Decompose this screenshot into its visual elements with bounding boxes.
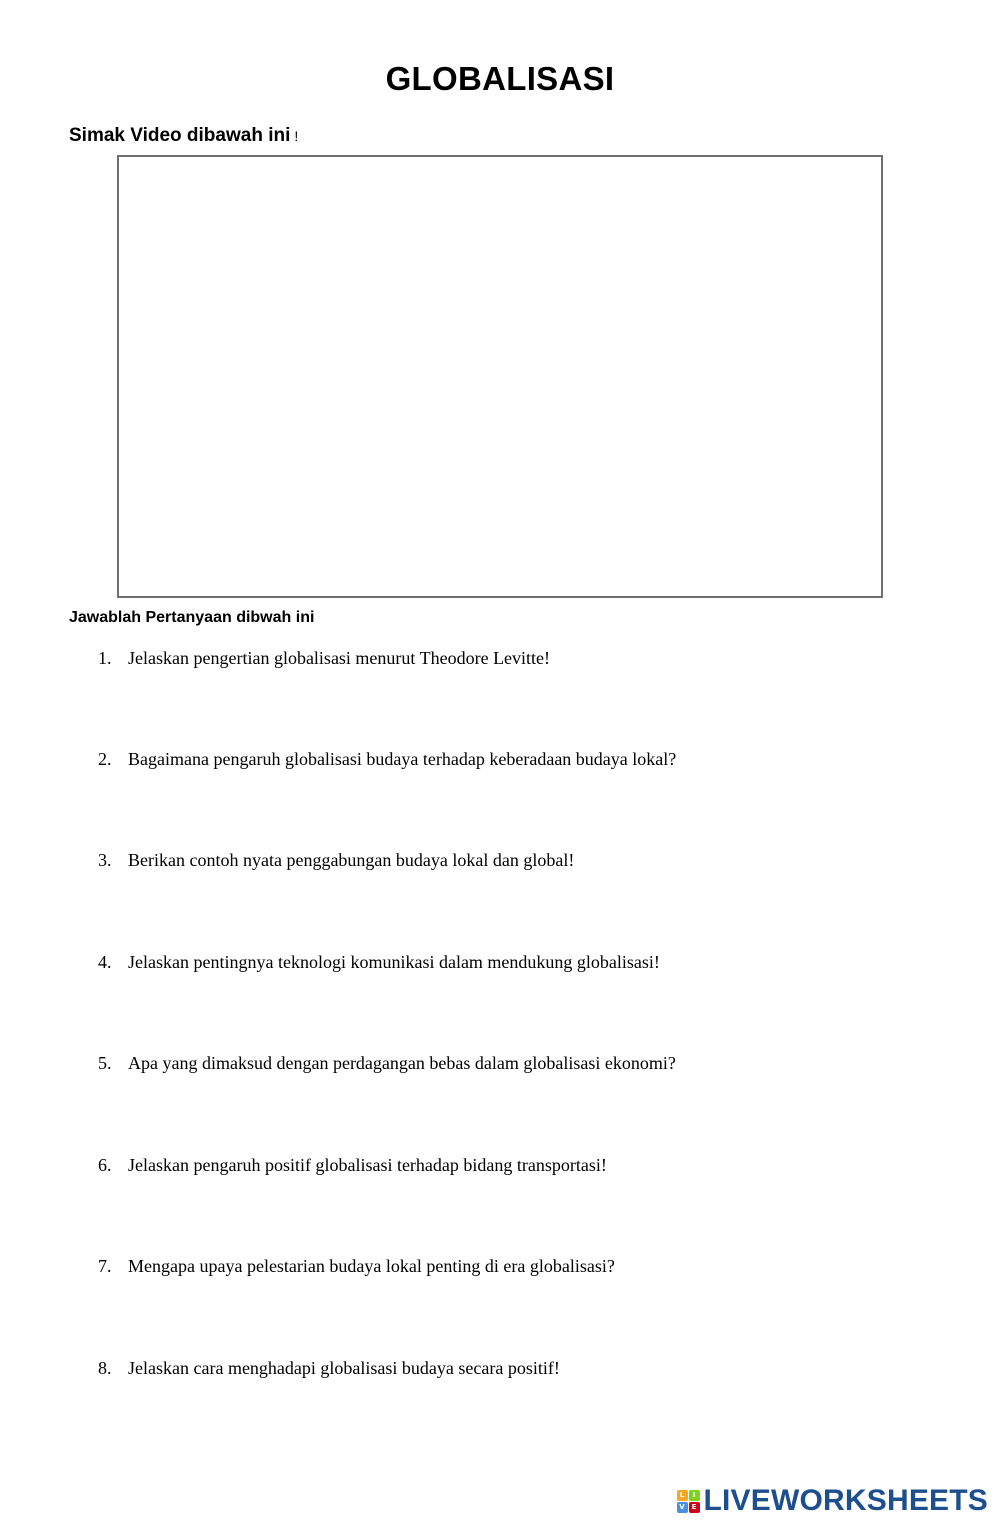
brand-wordmark: LIVEWORKSHEETS [703,1484,988,1517]
question-item [98,748,918,770]
question-text: Jelaskan pengaruh positif globalisasi terhadap bidang transportasi! [128,1155,607,1175]
liveworksheets-brand[interactable] [677,1484,989,1518]
video-instruction [69,125,298,147]
question-item [98,1357,918,1379]
liveworksheets-logo-icon [677,1490,700,1513]
logo-tile: V [677,1502,688,1513]
question-number: 1. [98,648,112,668]
question-item [98,951,918,973]
question-text: Bagaimana pengaruh globalisasi budaya terhadap keberadaan budaya lokal? [128,749,677,769]
video-instruction-suffix: ! [294,128,299,144]
question-item [98,1052,918,1074]
question-text: Mengapa upaya pelestarian budaya lokal penting di era globalisasi? [128,1256,615,1276]
question-number: 4. [98,952,112,972]
question-item [98,647,918,669]
question-text: Jelaskan cara menghadapi globalisasi budaya secara positif! [128,1358,560,1378]
question-text: Jelaskan pengertian globalisasi menurut Theodore Levitte! [128,648,551,668]
question-number: 3. [98,850,112,870]
video-instruction-text: Simak Video dibawah ini [69,125,291,146]
question-text: Apa yang dimaksud dengan perdagangan bebas dalam globalisasi ekonomi? [128,1053,676,1073]
question-number: 7. [98,1256,112,1276]
video-embed-frame[interactable] [117,155,883,598]
page-title: GLOBALISASI [385,60,615,97]
question-item [98,1154,918,1176]
question-number: 8. [98,1358,112,1378]
logo-tile: E [689,1502,700,1513]
question-item [98,849,918,871]
logo-tile: L [677,1490,688,1501]
question-number: 6. [98,1155,112,1175]
question-number: 5. [98,1053,112,1073]
question-number: 2. [98,749,112,769]
question-text: Jelaskan pentingnya teknologi komunikasi dalam mendukung globalisasi! [128,952,660,972]
question-text: Berikan contoh nyata penggabungan budaya lokal dan global! [128,850,575,870]
question-item [98,1255,918,1277]
logo-tile: I [689,1490,700,1501]
questions-heading: Jawablah Pertanyaan dibwah ini [69,609,315,626]
